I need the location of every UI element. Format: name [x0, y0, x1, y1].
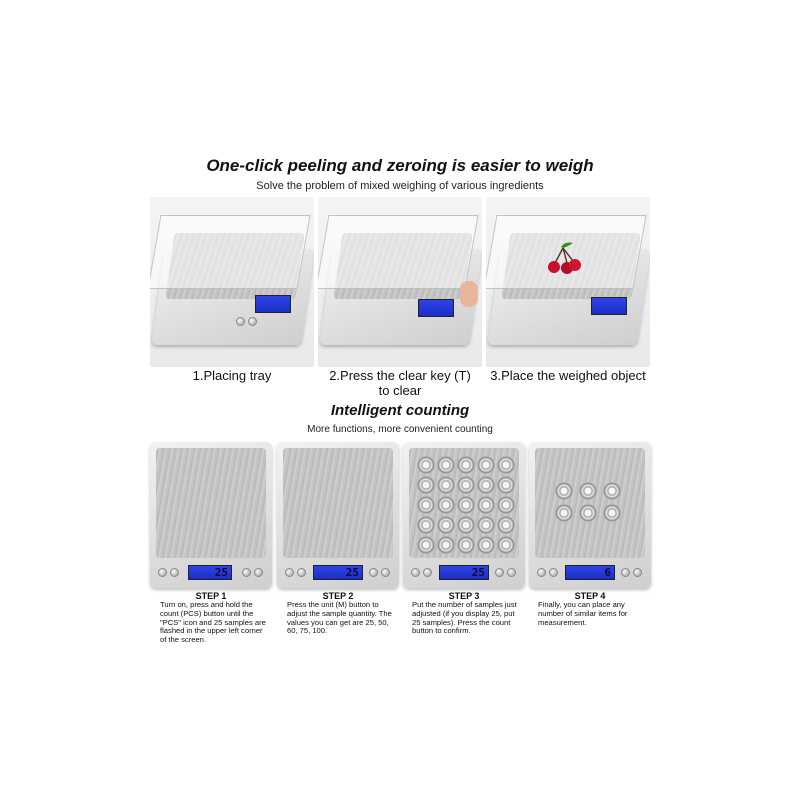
photo-clear-key [318, 197, 482, 367]
coin [417, 516, 435, 534]
coin [555, 504, 573, 522]
scale-step-2 [277, 442, 399, 588]
step-3-text: Put the number of samples just adjusted (if you display 25, put 25 samples). Press the count button to confirm. [412, 600, 517, 636]
section1-subtitle: Solve the problem of mixed weighing of various ingredients [256, 180, 544, 192]
coin [457, 536, 475, 554]
step-2-title: STEP 2 [322, 591, 354, 601]
scale-step-3 [403, 442, 525, 588]
coin [437, 516, 455, 534]
coin [477, 476, 495, 494]
lcd-display: 6 [565, 565, 615, 580]
tray [150, 215, 311, 289]
caption-3: 3.Place the weighed object [490, 368, 646, 383]
coin [457, 496, 475, 514]
step-4-title: STEP 4 [574, 591, 606, 601]
lcd-display: 25 [188, 565, 232, 580]
lcd-display: 25 [313, 565, 363, 580]
coin [417, 536, 435, 554]
coin [457, 456, 475, 474]
lcd-display: 25 [439, 565, 489, 580]
section2-subtitle: More functions, more convenient counting [307, 424, 493, 435]
coin [437, 456, 455, 474]
coin [497, 516, 515, 534]
section1-title: One-click peeling and zeroing is easier to weigh [206, 156, 594, 175]
section2-title: Intelligent counting [330, 402, 470, 419]
step-4-text: Finally, you can place any number of similar items for measurement. [538, 600, 628, 627]
coin [497, 496, 515, 514]
coin [603, 482, 621, 500]
coin [555, 482, 573, 500]
coin [477, 496, 495, 514]
coin [497, 456, 515, 474]
step-2-text: Press the unit (M) button to adjust the sample quantity. The values you can get are 25, 50, 60, 75, 100. [287, 600, 392, 636]
coin [437, 476, 455, 494]
coin [477, 536, 495, 554]
coin [457, 516, 475, 534]
coin [477, 516, 495, 534]
coin [579, 482, 597, 500]
caption-1: 1.Placing tray [192, 368, 272, 383]
coin [603, 504, 621, 522]
coin [457, 476, 475, 494]
scale-step-4 [529, 442, 651, 588]
step-1-text: Turn on, press and hold the count (PCS) button until the "PCS" icon and 25 samples are flashed in the upper left corner of the screen. [160, 600, 266, 645]
photo-weighed-object [486, 197, 650, 367]
lcd-display [591, 297, 627, 315]
cherry-icon [541, 239, 591, 279]
coin [417, 456, 435, 474]
caption-2: 2.Press the clear key (T) to clear [329, 368, 471, 398]
step-3-title: STEP 3 [448, 591, 480, 601]
coin [477, 456, 495, 474]
coin [437, 496, 455, 514]
coin [417, 496, 435, 514]
coin [497, 536, 515, 554]
coin [497, 476, 515, 494]
coin [437, 536, 455, 554]
lcd-display [418, 299, 454, 317]
finger-icon [460, 281, 478, 307]
coin [417, 476, 435, 494]
coin [579, 504, 597, 522]
step-1-title: STEP 1 [195, 591, 227, 601]
photo-placing-tray [150, 197, 314, 367]
lcd-display [255, 295, 291, 313]
scale-step-1 [150, 442, 272, 588]
